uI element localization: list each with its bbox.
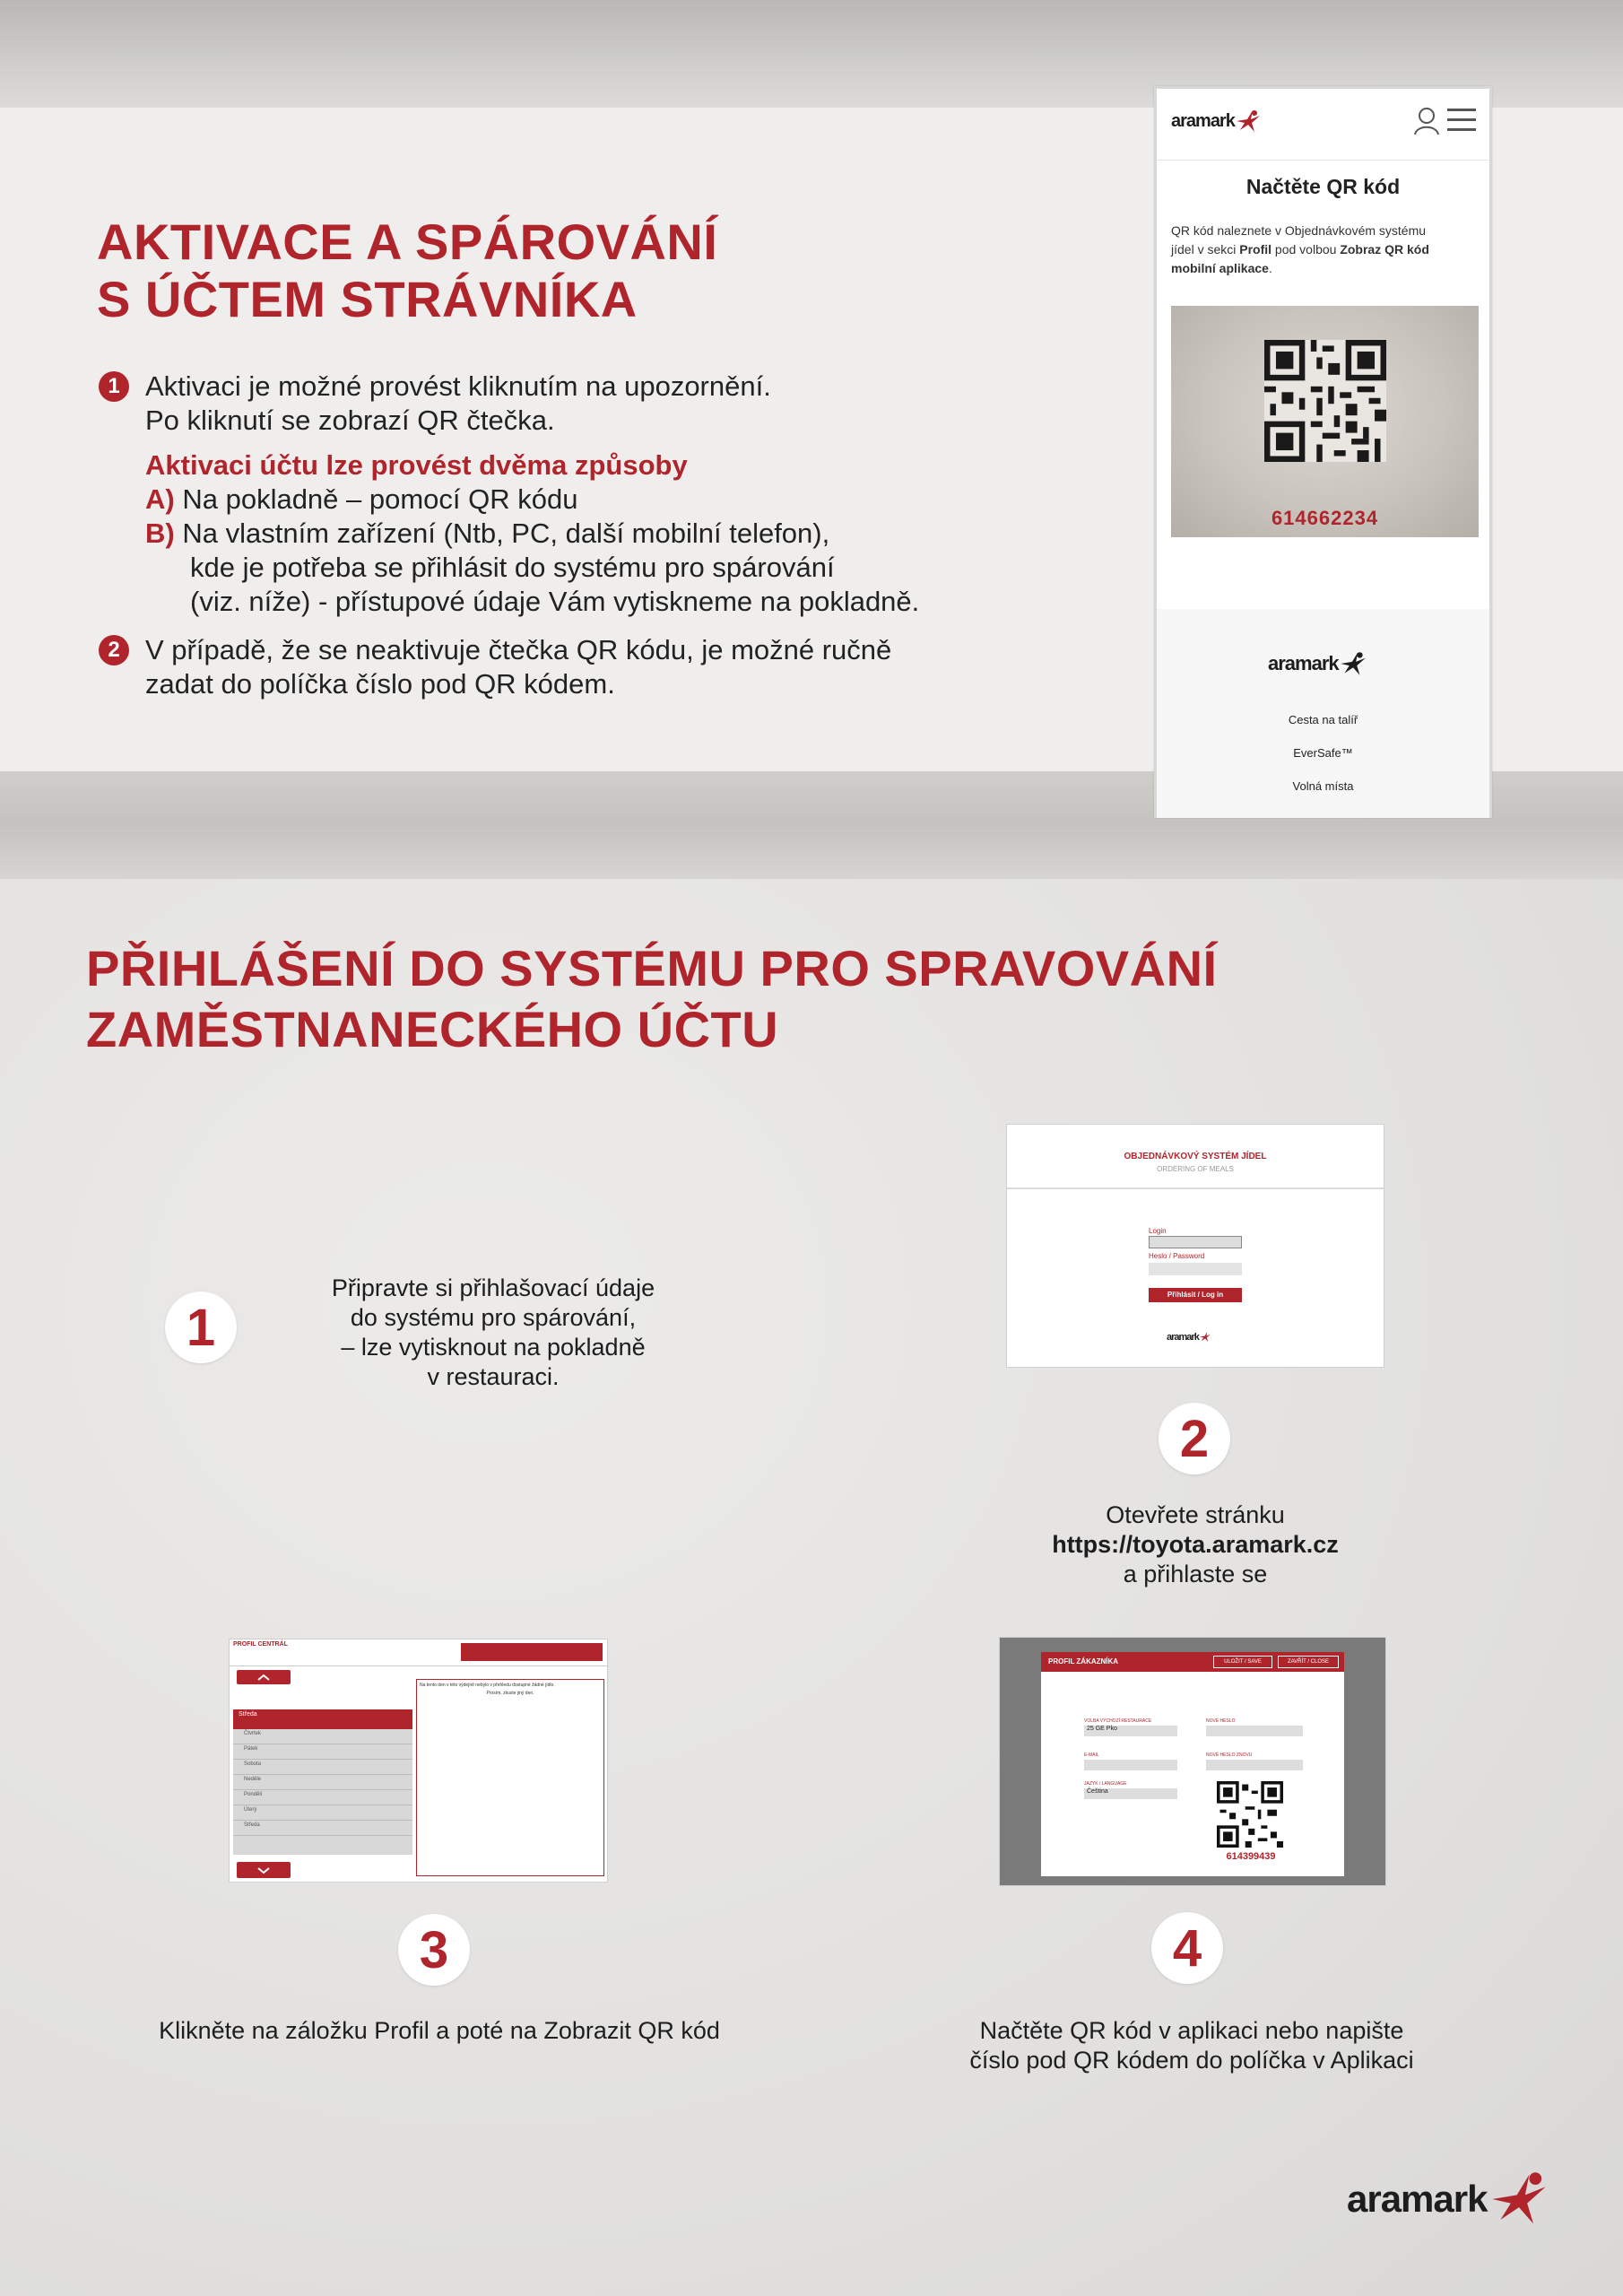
chevron-down-icon bbox=[237, 1862, 291, 1878]
phone-desc-line1: QR kód naleznete v Objednávkovém systému bbox=[1171, 223, 1427, 238]
list-number-2: 2 bbox=[99, 635, 129, 665]
ways-heading: Aktivaci účtu lze provést dvěma způsoby bbox=[145, 449, 688, 481]
language-label: JAZYK / LANGUAGE bbox=[1084, 1781, 1127, 1787]
phone-logo: aramark bbox=[1171, 109, 1262, 134]
section2-title-line1: PŘIHLÁŠENÍ DO SYSTÉMU PRO SPRAVOVÁNÍ bbox=[86, 940, 1218, 996]
section1-title-line1: AKTIVACE A SPÁROVÁNÍ bbox=[97, 213, 718, 270]
phone-description bbox=[1171, 222, 1480, 278]
profile-qr-code-icon bbox=[1217, 1781, 1283, 1848]
chevron-up-icon bbox=[237, 1670, 291, 1684]
section1-title-line2: S ÚČTEM STRÁVNÍKA bbox=[97, 271, 638, 327]
qr-code-icon bbox=[1264, 340, 1386, 462]
day-row[interactable]: Čtvrtek bbox=[233, 1729, 412, 1744]
option-a-label: A) bbox=[145, 483, 175, 515]
user-icon[interactable] bbox=[1413, 107, 1440, 140]
aramark-star-icon bbox=[1339, 650, 1367, 677]
item2-line2: zadat do políčka číslo pod QR kódem. bbox=[145, 668, 615, 700]
qr-code-number: 614662234 bbox=[1271, 507, 1379, 529]
profile-modal bbox=[1041, 1652, 1344, 1876]
profile-modal-header bbox=[1041, 1652, 1344, 1672]
day-row[interactable]: Pondělí bbox=[233, 1790, 412, 1805]
profile-screenshot bbox=[999, 1637, 1386, 1886]
step-3-number: 3 bbox=[398, 1914, 470, 1986]
phone-header bbox=[1157, 89, 1489, 161]
login-label: Login bbox=[1149, 1227, 1167, 1235]
phone-mockup bbox=[1154, 86, 1492, 818]
step-2-number: 2 bbox=[1159, 1403, 1230, 1474]
aramark-star-icon bbox=[1487, 2170, 1551, 2228]
phone-footer bbox=[1157, 609, 1489, 818]
profile-save-button[interactable]: ULOŽIT / SAVE bbox=[1213, 1656, 1272, 1668]
section1-title bbox=[97, 213, 717, 328]
scroll-down-button[interactable] bbox=[237, 1862, 291, 1878]
step-2-url[interactable]: https://toyota.aramark.cz bbox=[1052, 1531, 1339, 1558]
password-input[interactable] bbox=[1149, 1263, 1242, 1275]
step-4-number: 4 bbox=[1151, 1912, 1223, 1984]
step-1-text: Připravte si přihlašovací údaje do systému pro spárování, – lze vytisknout na pokladně v restauraci. bbox=[331, 1274, 655, 1390]
login-title: OBJEDNÁVKOVÝ SYSTÉM JÍDEL bbox=[1124, 1152, 1267, 1161]
day-list bbox=[233, 1729, 412, 1855]
restaurant-select[interactable]: 25 GE Pko bbox=[1084, 1726, 1177, 1736]
section2-title bbox=[86, 938, 1218, 1060]
list-number-1: 1 bbox=[99, 371, 129, 402]
profile-close-button[interactable]: ZAVŘÍT / CLOSE bbox=[1278, 1656, 1339, 1668]
day-row-selected[interactable]: Středa bbox=[233, 1709, 412, 1729]
order-screenshot bbox=[229, 1639, 608, 1883]
day-row[interactable]: Pátek bbox=[233, 1744, 412, 1760]
footer-link-cesta[interactable]: Cesta na talíř bbox=[1288, 713, 1358, 726]
phone-title: Načtěte QR kód bbox=[1245, 175, 1401, 198]
footer-link-volna-mista[interactable]: Volná místa bbox=[1292, 779, 1354, 793]
order-info-panel: Na tento den v této výdejně nebylo v přehledu dostupné žádné jídlo. Prosím, zkuste jiný den. bbox=[416, 1679, 604, 1876]
restaurant-label: VOLBA VÝCHOZÍ RESTAURACE bbox=[1084, 1718, 1152, 1724]
section2-title-line2: ZAMĚSTNANECKÉHO ÚČTU bbox=[86, 1001, 779, 1057]
login-screenshot bbox=[1006, 1124, 1384, 1368]
order-tabs-bar bbox=[461, 1643, 603, 1661]
order-header bbox=[230, 1639, 607, 1666]
day-row[interactable]: Úterý bbox=[233, 1805, 412, 1821]
day-row[interactable]: Neděle bbox=[233, 1775, 412, 1790]
login-subtitle: ORDERING OF MEALS bbox=[1157, 1165, 1234, 1173]
profile-qr-number: 614399439 bbox=[1226, 1851, 1276, 1862]
item1-line2: Po kliknutí se zobrazí QR čtečka. bbox=[145, 404, 555, 436]
option-b-line1: Na vlastním zařízení (Ntb, PC, další mobilní telefon), bbox=[182, 517, 830, 549]
option-b bbox=[145, 517, 1042, 551]
aramark-star-icon bbox=[1199, 1331, 1211, 1343]
option-a bbox=[145, 483, 1042, 517]
option-a-text: Na pokladně – pomocí QR kódu bbox=[182, 483, 578, 515]
step-1-number: 1 bbox=[165, 1292, 237, 1363]
login-logo: aramark bbox=[1167, 1331, 1211, 1343]
profile-title: PROFIL ZÁKAZNÍKA bbox=[1048, 1657, 1119, 1665]
login-input[interactable] bbox=[1149, 1236, 1242, 1248]
login-header bbox=[1007, 1125, 1384, 1189]
phone-desc-line3: mobilní aplikace. bbox=[1171, 261, 1272, 275]
step-2-text: Otevřete stránku https://toyota.aramark.cz a přihlaste se bbox=[998, 1500, 1393, 1589]
day-row[interactable]: Středa bbox=[233, 1821, 412, 1836]
aramark-logo: aramark bbox=[1347, 2170, 1551, 2228]
new-password-again-input[interactable] bbox=[1206, 1760, 1303, 1770]
step-3-text: Klikněte na záložku Profil a poté na Zobrazit QR kód bbox=[159, 2017, 720, 2044]
phone-desc-line2: jídel v sekci Profil pod volbou Zobraz QR kód bbox=[1171, 242, 1429, 257]
order-header-left: PROFIL CENTRÁL bbox=[233, 1641, 288, 1648]
footer-link-eversafe[interactable]: EverSafe™ bbox=[1293, 746, 1353, 760]
option-b-line3: (viz. níže) - přístupové údaje Vám vytiskneme na pokladně. bbox=[190, 586, 920, 617]
item1-line1: Aktivaci je možné provést kliknutím na upozornění. bbox=[145, 370, 771, 402]
email-label: E-MAIL bbox=[1084, 1752, 1099, 1758]
day-row[interactable]: Sobota bbox=[233, 1760, 412, 1775]
item2-line1: V případě, že se neaktivuje čtečka QR kódu, je možné ručně bbox=[145, 634, 892, 665]
scroll-up-button[interactable] bbox=[237, 1670, 291, 1684]
new-password-input[interactable] bbox=[1206, 1726, 1303, 1736]
step-4-text: Načtěte QR kód v aplikaci nebo napište číslo pod QR kódem do políčka v Aplikaci bbox=[969, 2017, 1414, 2074]
language-select[interactable]: Čeština bbox=[1084, 1788, 1177, 1799]
item2-text bbox=[145, 633, 1042, 701]
new-password-again-label: NOVÉ HESLO ZNOVU bbox=[1206, 1752, 1253, 1758]
login-button[interactable]: Přihlásit / Log in bbox=[1149, 1288, 1242, 1302]
aramark-star-icon bbox=[1235, 109, 1262, 134]
option-b-line2: kde je potřeba se přihlásit do systému pro spárování bbox=[190, 552, 835, 583]
option-b-label: B) bbox=[145, 517, 175, 549]
new-password-label: NOVÉ HESLO bbox=[1206, 1718, 1236, 1724]
password-label: Heslo / Password bbox=[1149, 1252, 1205, 1260]
hamburger-menu-icon[interactable] bbox=[1447, 107, 1476, 138]
item1-text bbox=[145, 370, 1042, 619]
phone-footer-logo: aramark bbox=[1268, 650, 1367, 677]
email-input[interactable] bbox=[1084, 1760, 1177, 1770]
qr-camera-view bbox=[1171, 306, 1479, 537]
